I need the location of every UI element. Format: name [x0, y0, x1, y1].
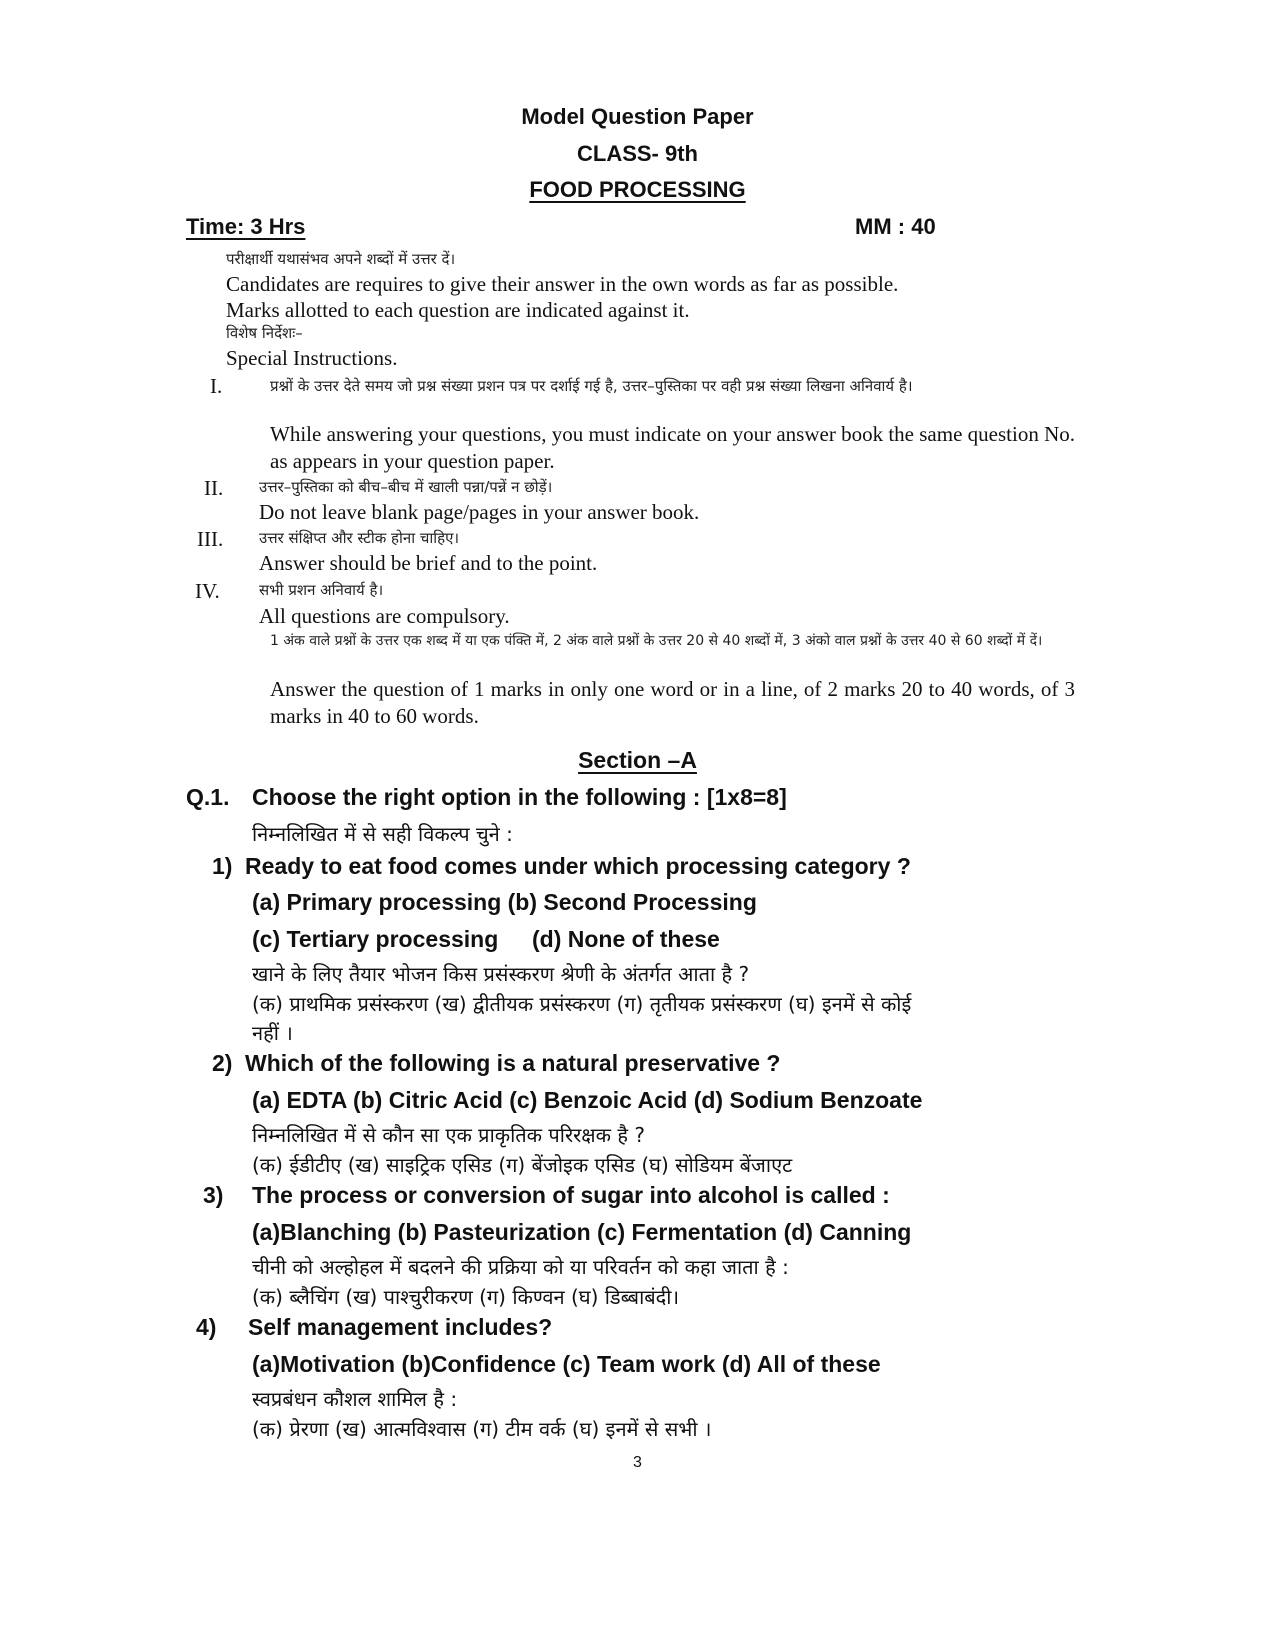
question-text: Self management includes?	[248, 1314, 553, 1340]
instruction-hi-general: परीक्षार्थी यथासंभव अपने शब्दों में उत्तर दें।	[226, 250, 456, 268]
instruction-en: Answer should be brief and to the point.	[259, 551, 598, 575]
instruction-hi: उत्तर संक्षिप्त और स्टीक होना चाहिए।	[259, 529, 460, 547]
question-num: 3)	[203, 1182, 224, 1208]
question-text: Ready to eat food comes under which processing category ?	[245, 853, 911, 879]
question-hi-text: स्वप्रबंधन कौशल शामिल है :	[252, 1387, 458, 1411]
instruction-hi: उत्तर–पुस्तिका को बीच–बीच में खाली पन्ना/पन्नें न छोड़ें।	[259, 478, 553, 496]
instruction-en-general-1: Candidates are requires to give their answer in the own words as far as possible.	[226, 272, 899, 296]
question-hi-options: (क) ईडीटीए (ख) साइट्रिक एसिड (ग) बेंजोइक एसिड (घ) सोडियम बेंजाएट	[252, 1153, 793, 1177]
instruction-en-marks: Answer the question of 1 marks in only one word or in a line, of 2 marks 20 to 40 words, of 3 marks in 40 to 60 words.	[270, 677, 1075, 728]
instruction-hi: प्रश्नों के उत्तर देते समय जो प्रश्न संख्या प्रशन पत्र पर दर्शाई गई है, उत्तर–पुस्तिका पर वही प्रश्न संख्या लिखना अनिवार्य है।	[270, 377, 913, 395]
paper-title: Model Question Paper	[521, 104, 754, 129]
instruction-en: All questions are compulsory.	[259, 604, 510, 628]
subject-title: FOOD PROCESSING	[529, 177, 746, 202]
instruction-en: Do not leave blank page/pages in your answer book.	[259, 500, 700, 524]
question-options: (a)Blanching (b) Pasteurization (c) Fermentation (d) Canning	[252, 1219, 912, 1245]
q1-text: Choose the right option in the following : [1x8=8]	[252, 784, 787, 810]
special-instructions-hi: विशेष निर्देशः–	[226, 324, 303, 342]
question-num: 1)	[212, 853, 233, 879]
question-hi-text: खाने के लिए तैयार भोजन किस प्रसंस्करण श्रेणी के अंतर्गत आता है ?	[252, 962, 750, 986]
instruction-num: II.	[204, 476, 224, 500]
question-hi-options: (क) प्रेरणा (ख) आत्मविश्वास (ग) टीम वर्क (घ) इनमें से सभी ।	[252, 1417, 712, 1441]
question-hi-text: निम्नलिखित में से कौन सा एक प्राकृतिक परिरक्षक है ?	[252, 1123, 645, 1147]
question-text: Which of the following is a natural preservative ?	[245, 1050, 781, 1076]
q1-label: Q.1.	[186, 784, 230, 810]
question-hi-options: (क) प्राथमिक प्रसंस्करण (ख) द्वीतीयक प्रसंस्करण (ग) तृतीयक प्रसंस्करण (घ) इनमें से कोई	[252, 992, 912, 1016]
class-title: CLASS- 9th	[577, 141, 698, 166]
option-d: (d) None of these	[532, 926, 720, 952]
instruction-en: While answering your questions, you must indicate on your answer book the same question No. as appears in your question paper.	[270, 422, 1075, 473]
question-options: (a) EDTA (b) Citric Acid (c) Benzoic Acid (d) Sodium Benzoate	[252, 1087, 923, 1113]
instruction-num: IV.	[195, 579, 220, 603]
question-options: (a) Primary processing (b) Second Processing	[252, 889, 757, 915]
question-num: 4)	[196, 1314, 217, 1340]
page-number: 3	[633, 1454, 642, 1471]
q1-hi-text: निम्नलिखित में से सही विकल्प चुने :	[252, 822, 513, 846]
option-c: (c) Tertiary processing	[252, 926, 499, 952]
question-hi-options-cont: नहीं ।	[252, 1021, 293, 1045]
instruction-num: I.	[210, 374, 223, 398]
question-options: (a)Motivation (b)Confidence (c) Team work (d) All of these	[252, 1351, 881, 1377]
question-num: 2)	[212, 1050, 233, 1076]
instruction-en-general-2: Marks allotted to each question are indicated against it.	[226, 298, 690, 322]
instruction-hi: सभी प्रशन अनिवार्य है।	[259, 581, 384, 599]
section-title: Section –A	[578, 747, 697, 773]
instruction-num: III.	[197, 527, 224, 551]
time-label: Time: 3 Hrs	[186, 214, 306, 239]
special-instructions-en: Special Instructions.	[226, 346, 398, 370]
question-hi-text: चीनी को अल्होहल में बदलने की प्रक्रिया को या परिवर्तन को कहा जाता है :	[252, 1255, 789, 1279]
max-marks-label: MM : 40	[855, 214, 936, 239]
question-text: The process or conversion of sugar into alcohol is called :	[252, 1182, 890, 1208]
question-hi-options: (क) ब्लैचिंग (ख) पाश्चुरीकरण (ग) किण्वन (घ) डिब्बाबंदी।	[252, 1285, 680, 1309]
instruction-hi-marks: 1 अंक वाले प्रश्नों के उत्तर एक शब्द में या एक पंक्ति में, 2 अंक वाले प्रश्नों के उत्तर 20 से 40 शब्दों में, 3 अंको वाल प्रश्नों के उत्तर 40 से 60 शब्दों में दें।	[270, 633, 1043, 649]
